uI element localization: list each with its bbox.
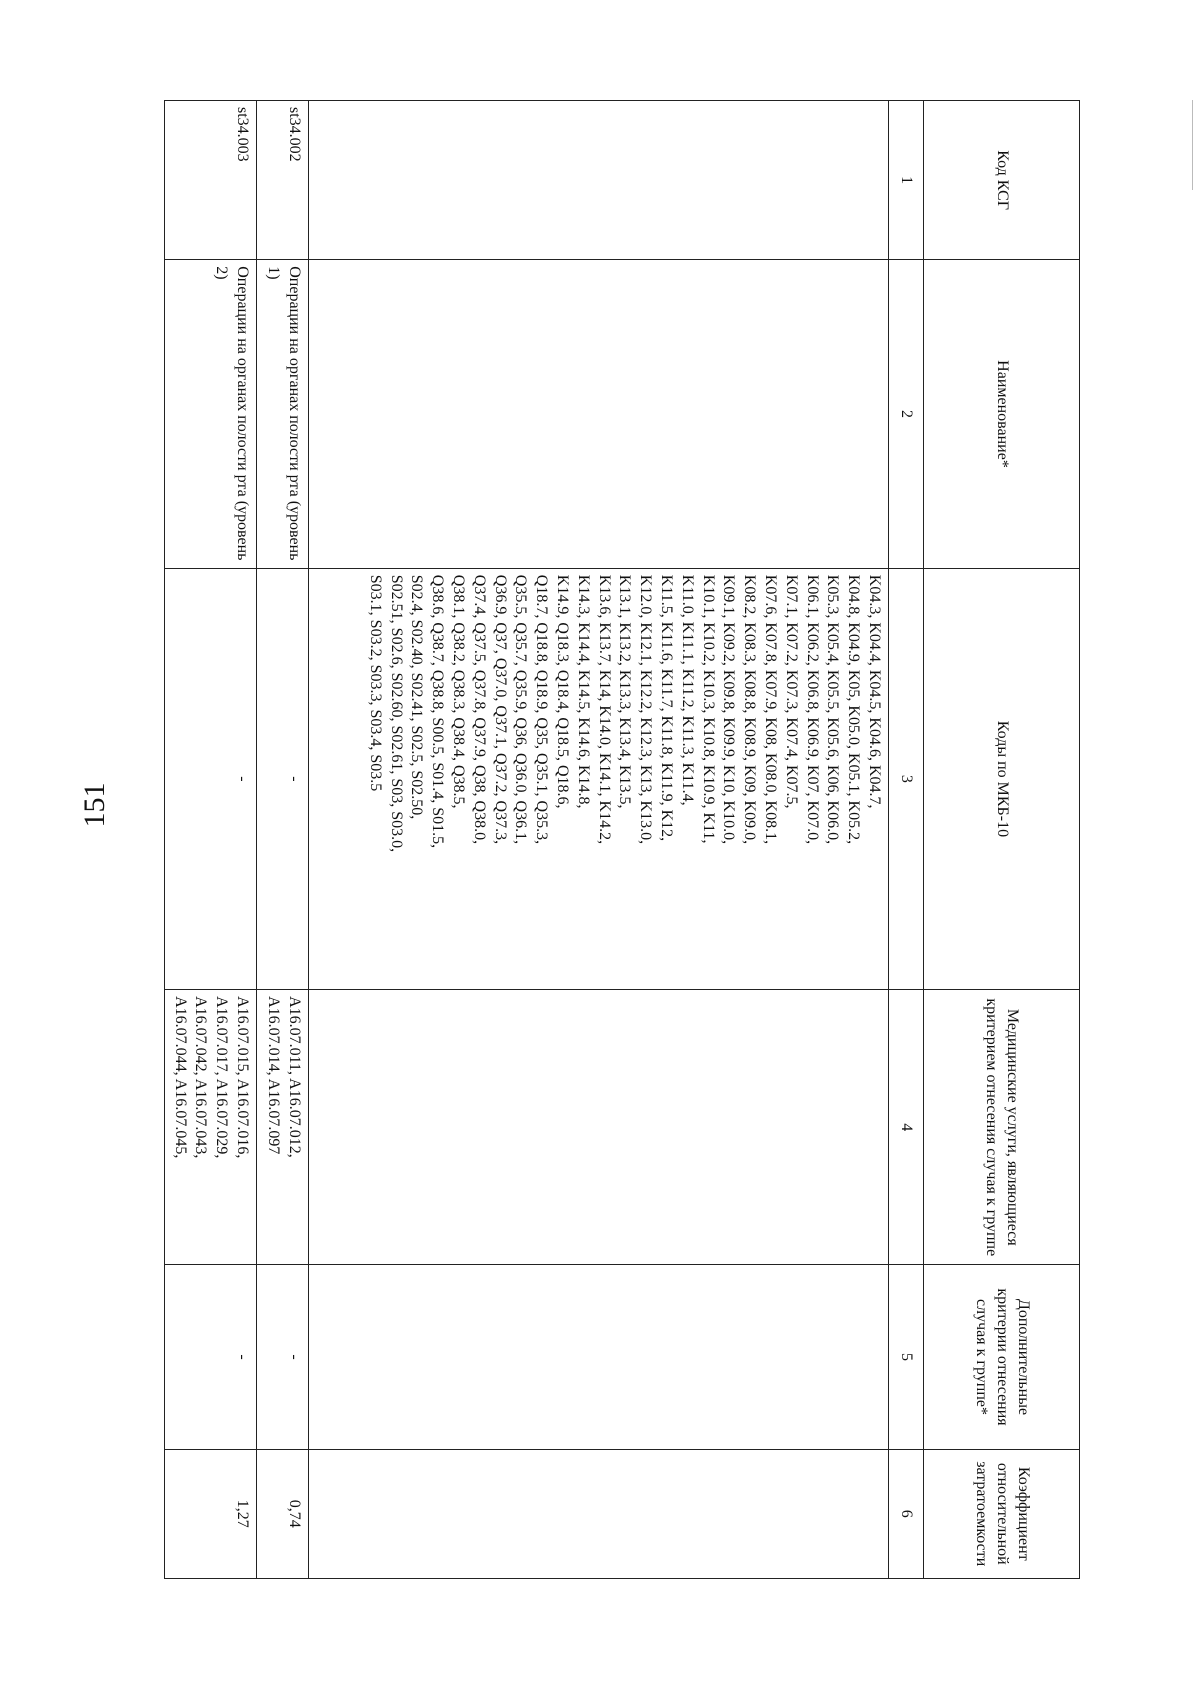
- cell-name: Операции на органах полости рта (уровень 1): [257, 260, 309, 569]
- cell-criteria: -: [164, 1265, 256, 1449]
- ksg-table: [164, 100, 1080, 1579]
- header-criteria: Дополнительные критерии отнесения случая к группе*: [924, 1265, 1080, 1449]
- cell-services: A16.07.015, A16.07.016, A16.07.017, A16.07.029, A16.07.042, A16.07.043, A16.07.044, A16.07.045,: [164, 990, 256, 1265]
- table-row: [257, 101, 309, 1579]
- cell-mkb: -: [164, 568, 256, 989]
- cell-services: A16.07.011, A16.07.012, A16.07.014, A16.07.097: [257, 990, 309, 1265]
- table-row: [309, 101, 889, 1579]
- cell-coef: 1,27: [164, 1449, 256, 1578]
- cell-criteria: -: [257, 1265, 309, 1449]
- cell-criteria: [309, 1265, 889, 1449]
- column-number: 6: [889, 1449, 924, 1578]
- column-number-row: [889, 101, 924, 1579]
- page-number: 151: [78, 782, 111, 828]
- cell-coef: 0,74: [257, 1449, 309, 1578]
- cell-name: [309, 260, 889, 569]
- header-coef: Коэффициент относительной затратоемкости: [924, 1449, 1080, 1578]
- header-services: Медицинские услуги, являющиеся критерием отнесения случая к группе: [924, 990, 1080, 1265]
- cell-coef: [309, 1449, 889, 1578]
- column-number: 2: [889, 260, 924, 569]
- cell-code: [309, 101, 889, 260]
- cell-mkb: -: [257, 568, 309, 989]
- column-number: 1: [889, 101, 924, 260]
- header-row: [924, 101, 1080, 1579]
- header-mkb: Коды по МКБ-10: [924, 568, 1080, 989]
- cell-mkb: K04.3, K04.4, K04.5, K04.6, K04.7, K04.8, K04.9, K05, K05.0, K05.1, K05.2, K05.3, K05.4, K05.5, K05.6, K06, K06.0, K06.1, K06.2, K06.8, K06.9, K07, K07.0, K07.1, K07.2, K07.3, K07.4, K07.5, K07.6, K07.8, K07.9, K08, K08.0, K08.1, K08.2, K08.3, K08.8, K08.9, K09, K09.0, K09.1, K09.2, K09.8, K09.9, K10, K10.0, K10.1, K10.2, K10.3, K10.8, K10.9, K11, K11.0, K11.1, K11.2, K11.3, K11.4, K11.5, K11.6, K11.7, K11.8, K11.9, K12, K12.0, K12.1, K12.2, K12.3, K13, K13.0, K13.1, K13.2, K13.3, K13.4, K13.5, K13.6, K13.7, K14, K14.0, K14.1, K14.2, K14.3, K14.4, K14.5, K14.6, K14.8, K14.9, Q18.3, Q18.4, Q18.5, Q18.6, Q18.7, Q18.8, Q18.9, Q35, Q35.1, Q35.3, Q35.5, Q35.7, Q35.9, Q36, Q36.0, Q36.1, Q36.9, Q37, Q37.0, Q37.1, Q37.2, Q37.3, Q37.4, Q37.5, Q37.8, Q37.9, Q38, Q38.0, Q38.1, Q38.2, Q38.3, Q38.4, Q38.5, Q38.6, Q38.7, Q38.8, S00.5, S01.4, S01.5, S02.4, S02.40, S02.41, S02.5, S02.50, S02.51, S02.6, S02.60, S02.61, S03, S03.0, S03.1, S03.2, S03.3, S03.4, S03.5: [309, 568, 889, 989]
- column-number: 4: [889, 990, 924, 1265]
- cell-code: st34.003: [164, 101, 256, 260]
- cell-services: [309, 990, 889, 1265]
- cell-code: st34.002: [257, 101, 309, 260]
- header-name: Наименование*: [924, 260, 1080, 569]
- cell-name: Операции на органах полости рта (уровень 2): [164, 260, 256, 569]
- page-edge-line: [1192, 100, 1193, 190]
- column-number: 5: [889, 1265, 924, 1449]
- column-number: 3: [889, 568, 924, 989]
- table-row: [164, 101, 256, 1579]
- header-code: Код КСГ: [924, 101, 1080, 260]
